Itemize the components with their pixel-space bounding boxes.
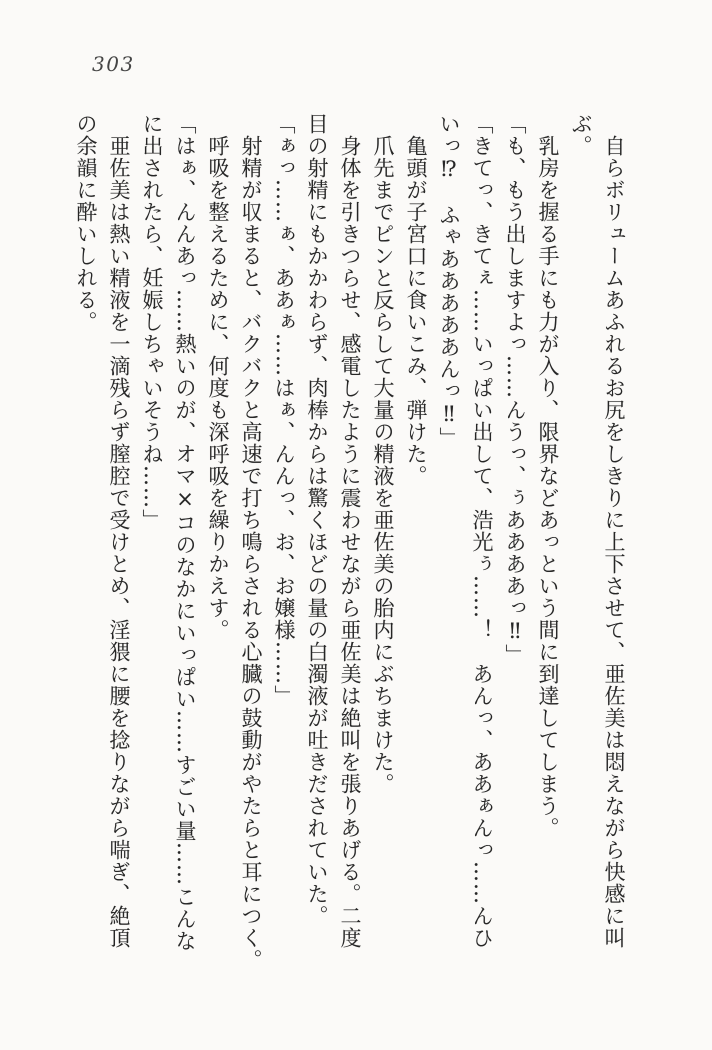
- text-column-1: 自らボリュームあふれるお尻をしきりに上下させて、亜佐美は悶えながら快感に叫: [602, 113, 626, 949]
- text-column-8: 爪先までピンと反らして大量の精液を亜佐美の胎内にぶちまけた。: [371, 113, 395, 795]
- text-column-12: 射精が収まると、バクバクと高速で打ち鳴らされる心臓の鼓動がやたらと耳につく。: [239, 113, 263, 971]
- text-column-5: 「きてっ、きてぇ……いっぱい出して、浩光ぅ……！ あんっ、ああぁんっ……んひ: [470, 113, 494, 949]
- text-column-2: ぶ。: [569, 113, 593, 157]
- text-column-14: 「はぁ、んんあっ……熱いのが、オマ×コのなかにいっぱい……すごい量……こんな: [173, 113, 197, 952]
- text-column-11: 「ぁっ……ぁ、ああぁ……はぁ、んんっ、お、お嬢様……」: [272, 113, 296, 707]
- text-column-10: 目の射精にもかかわらず、肉棒からは驚くほどの量の白濁液が吐きだされていた。: [305, 113, 329, 927]
- text-column-15: に出されたら、妊娠しちゃいそうね……」: [140, 113, 164, 531]
- text-column-9: 身体を引きつらせ、感電したように震わせながら亜佐美は絶叫を張りあげる。二度: [338, 113, 362, 949]
- text-column-4: 「も、もう出しますよっ……んうっ、ぅああああっ‼」: [503, 113, 527, 666]
- text-column-16: 亜佐美は熱い精液を一滴残らず膣腔で受けとめ、淫猥に腰を捻りながら喘ぎ、絶頂: [107, 113, 131, 949]
- text-column-7: 亀頭が子宮口に食いこみ、弾けた。: [404, 113, 428, 487]
- text-column-13: 呼吸を整えるために、何度も深呼吸を繰りかえす。: [206, 113, 230, 641]
- page-number: 303: [92, 52, 135, 76]
- text-column-3: 乳房を握る手にも力が入り、限界などあっという間に到達してしまう。: [536, 113, 560, 839]
- text-column-17: の余韻に酔いしれる。: [74, 113, 98, 333]
- page-text-vertical: [68, 113, 630, 989]
- text-column-6: いっ⁉ ふゃあああああんっ‼」: [437, 113, 461, 449]
